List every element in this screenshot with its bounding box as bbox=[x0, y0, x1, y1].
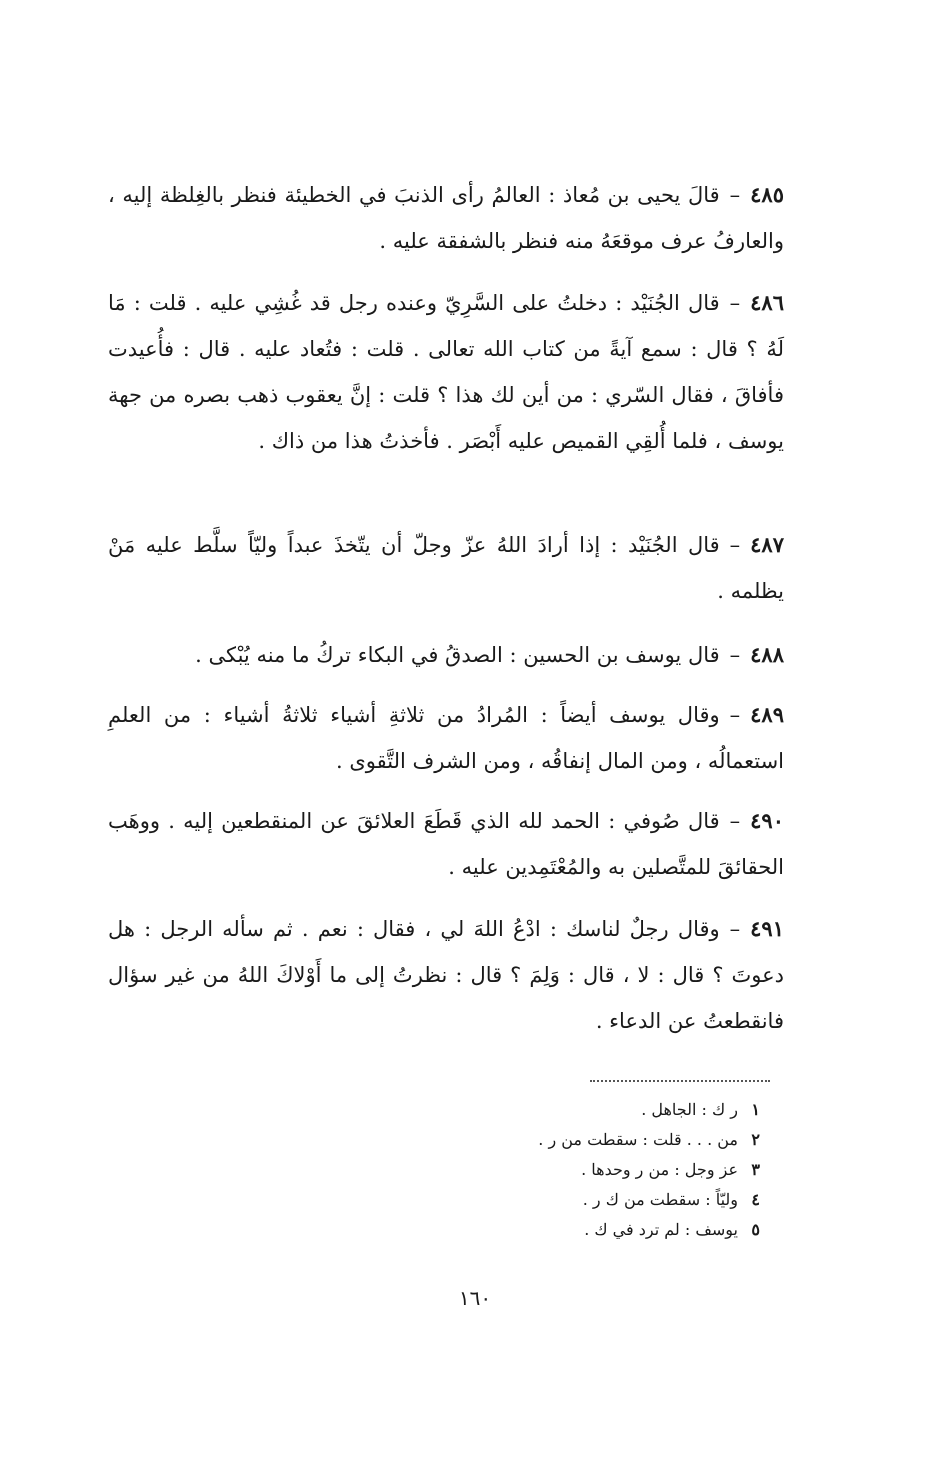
entry-488-block bbox=[108, 632, 784, 678]
entry-text: قالَ يحيى بن مُعاذ : العالمُ رأى الذنبَ في الخطيئة فنظر بالغِلظة إليه ، والعارفُ عرف موقعَهُ منه فنظر بالشفقة عليه . bbox=[108, 183, 784, 253]
footnote-mark: ١ bbox=[751, 1100, 760, 1119]
page-number: ١٦٠ bbox=[458, 1286, 492, 1310]
entry-number: ٤٨٨ bbox=[750, 642, 784, 667]
entry-487 bbox=[108, 522, 784, 614]
entry-number: ٤٨٩ bbox=[750, 702, 784, 727]
footnote-item bbox=[400, 1215, 760, 1245]
entry-number: ٤٨٧ bbox=[750, 532, 784, 557]
entry-dash: – bbox=[729, 917, 741, 941]
entry-490 bbox=[108, 798, 784, 890]
footnote-item bbox=[400, 1155, 760, 1185]
footnotes-list bbox=[400, 1095, 760, 1245]
entry-491 bbox=[108, 906, 784, 1044]
entry-text: وقال رجلٌ لناسك : ادْعُ اللهَ لي ، فقال : نعم . ثم سأله الرجل : هل دعوتَ ؟ قال : لا ، قال : وَلِمَ ؟ قال : نظرتُ إلى ما أَوْلاكَ اللهُ من غير سؤال فانقطعتُ عن الدعاء . bbox=[108, 917, 784, 1033]
entry-490-block bbox=[108, 798, 784, 890]
footnote-item bbox=[400, 1125, 760, 1155]
entry-488 bbox=[108, 632, 784, 678]
footnote-item bbox=[400, 1185, 760, 1215]
entry-dash: – bbox=[729, 703, 741, 727]
entry-486-block bbox=[108, 280, 784, 464]
entry-number: ٤٨٦ bbox=[750, 290, 784, 315]
entry-dash: – bbox=[729, 643, 741, 667]
entry-486 bbox=[108, 280, 784, 464]
entry-491-block bbox=[108, 906, 784, 1044]
entry-dash: – bbox=[729, 183, 741, 207]
footnote-mark: ٤ bbox=[751, 1190, 760, 1209]
footnote-item bbox=[400, 1095, 760, 1125]
entry-489-block bbox=[108, 692, 784, 784]
footnote-mark: ٣ bbox=[751, 1160, 760, 1179]
entry-text: قال يوسف بن الحسين : الصدقُ في البكاء تركُ ما منه يُبْكى . bbox=[195, 643, 720, 667]
entry-dash: – bbox=[729, 533, 741, 557]
footnote-text: من . . . قلت : سقطت من ر . bbox=[538, 1130, 738, 1149]
entry-489 bbox=[108, 692, 784, 784]
footnote-mark: ٢ bbox=[751, 1130, 760, 1149]
entry-dash: – bbox=[729, 809, 741, 833]
footnote-mark: ٥ bbox=[751, 1220, 760, 1239]
entry-number: ٤٩١ bbox=[750, 916, 784, 941]
entry-text: قال الجُنَيْد : إذا أرادَ اللهُ عزّ وجلّ أن يتّخذَ عبداً وليّاً سلَّط عليه مَنْ يظلمه . bbox=[108, 533, 784, 603]
footnote-text: ر ك : الجاهل . bbox=[641, 1100, 738, 1119]
footnote-text: وليّاً : سقطت من ك ر . bbox=[582, 1190, 738, 1209]
entry-dash: – bbox=[729, 291, 741, 315]
entry-485-block bbox=[108, 172, 784, 264]
entry-text: قال الجُنَيْد : دخلتُ على السَّرِيّ وعنده رجل قد غُشِي عليه . قلت : مَا لَهُ ؟ قال : سمع آيةً من كتاب الله تعالى . قلت : فتُعاد عليه . قال : فأُعيدت فأفاقَ ، فقال السّري : من أين لك هذا ؟ قلت : إنَّ يعقوب ذهب بصره من جهة يوسف ، فلما أُلقِي القميص عليه أَبْصَر . فأخذتُ هذا من ذاك . bbox=[108, 291, 784, 453]
footnote-divider bbox=[590, 1080, 770, 1082]
entry-487-block bbox=[108, 522, 784, 614]
entry-text: قال صُوفي : الحمد لله الذي قَطَعَ العلائقَ عن المنقطعين إليه . ووهَب الحقائقَ للمتَّصلين به والمُعْتَمِدين عليه . bbox=[108, 809, 784, 879]
entry-number: ٤٨٥ bbox=[750, 182, 784, 207]
entry-485 bbox=[108, 172, 784, 264]
entry-text: وقال يوسف أيضاً : المُرادُ من ثلاثةِ أشياء ثلاثةُ أشياء : من العلمِ استعمالُه ، ومن المال إنفاقُه ، ومن الشرف التَّقوى . bbox=[108, 703, 784, 773]
footnote-text: يوسف : لم ترد في ك . bbox=[584, 1220, 738, 1239]
footnote-text: عز وجل : من ر وحدها . bbox=[581, 1160, 738, 1179]
entry-number: ٤٩٠ bbox=[750, 808, 784, 833]
